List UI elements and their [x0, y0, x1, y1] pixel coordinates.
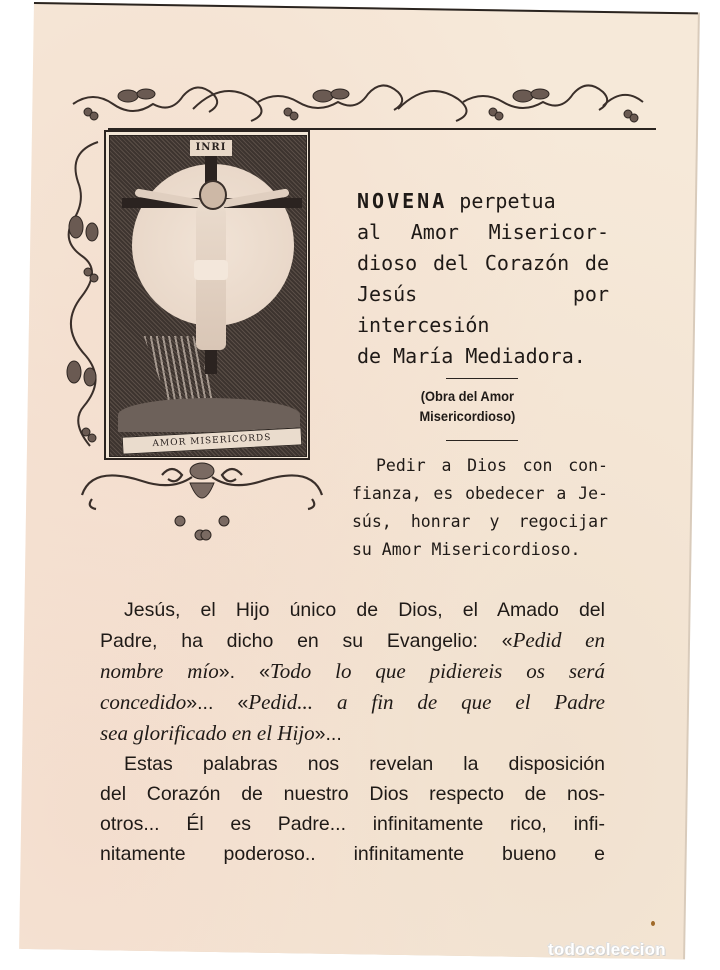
divider-rule-bottom: [446, 440, 518, 441]
subtitle-obra: (Obra del Amor Misericordioso): [419, 388, 516, 424]
ground: [118, 398, 300, 432]
title-line-3: dioso del Corazón de: [357, 251, 609, 275]
title-line-1: NOVENA perpetua: [357, 189, 556, 213]
title-line-2: al Amor Misericor-: [357, 220, 609, 244]
prayer-line-2: fianza, es obedecer a Je-: [352, 484, 608, 503]
paper-stain: [651, 921, 655, 926]
figure-head: [199, 180, 227, 210]
p2-line-1: Estas palabras nos revelan la disposición: [124, 753, 605, 775]
prayer-line-3: sús, honrar y regocijar: [352, 512, 608, 531]
novena-title: [357, 186, 609, 372]
p1-line-4: concedido»... «Pedid... a fin de que el Padre: [100, 690, 605, 714]
prayer-line-4: su Amor Misericordioso.: [352, 540, 581, 559]
crucifix-engraving-frame: [104, 130, 310, 460]
p2-line-3: otros... Él es Padre... infinitamente rico, infi-: [100, 813, 605, 835]
paragraph-1: [100, 595, 605, 749]
title-novena-word: NOVENA: [357, 189, 448, 213]
ornamental-scroll-border-top: [68, 84, 658, 132]
ornamental-flourish-bottom: [72, 455, 332, 545]
title-line-4: Jesús por intercesión: [357, 282, 609, 337]
p2-line-2: del Corazón de nuestro Dios respecto de nos-: [100, 783, 605, 805]
p1-line-3: nombre mío». «Todo lo que pidiereis os será: [100, 659, 605, 683]
divider-rule-top: [446, 378, 518, 379]
engraving-banner: AMOR MISERICORDS: [122, 427, 303, 454]
loincloth: [194, 260, 228, 280]
crucifix-engraving: [109, 135, 307, 457]
body-text: [100, 595, 605, 869]
inri-plaque: INRI: [190, 140, 232, 156]
p1-line-5: sea glorificado en el Hijo»...: [100, 721, 342, 745]
prayer-line-1: Pedir a Dios con con-: [376, 456, 608, 475]
p1-line-2: Padre, ha dicho en su Evangelio: «Pedid en: [100, 628, 605, 652]
ornamental-vine-border-left: [58, 132, 106, 462]
prayer-motto: [352, 452, 608, 564]
paragraph-2: [100, 749, 605, 869]
p2-line-4: nitamente poderoso.. infinitamente bueno e: [100, 843, 605, 865]
p1-line-1: Jesús, el Hijo único de Dios, el Amado del: [124, 599, 605, 621]
watermark: todocoleccion: [548, 940, 666, 959]
title-line-5: de María Mediadora.: [357, 344, 586, 368]
